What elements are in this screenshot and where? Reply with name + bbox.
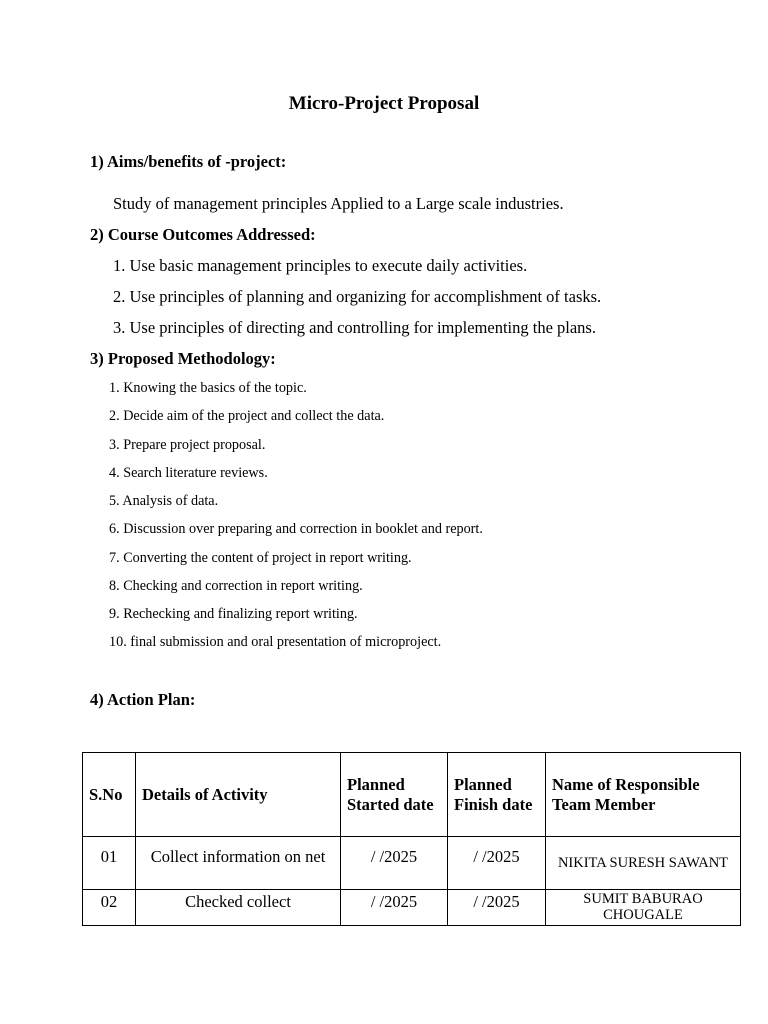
table-row — [83, 890, 741, 926]
cell-finish-date: / /2025 — [448, 837, 546, 890]
cell-sno: 01 — [83, 837, 136, 890]
cell-start-date: / /2025 — [341, 890, 448, 926]
cell-activity: Checked collect — [136, 890, 341, 926]
section-aims-heading: 1) Aims/benefits of -project: — [90, 152, 287, 171]
cell-finish-date: / /2025 — [448, 890, 546, 926]
cell-member: SUMIT BABURAO CHOUGALE — [546, 890, 741, 926]
cell-member: NIKITA SURESH SAWANT — [546, 837, 741, 890]
methodology-step: 5. Analysis of data. — [109, 493, 219, 509]
course-outcome-item: 2. Use principles of planning and organizing for accomplishment of tasks. — [113, 287, 602, 306]
methodology-step: 4. Search literature reviews. — [109, 465, 268, 481]
section-action-plan-heading: 4) Action Plan: — [90, 690, 196, 709]
cell-sno: 02 — [83, 890, 136, 926]
methodology-step: 10. final submission and oral presentation of microproject. — [109, 634, 442, 650]
action-plan-table — [82, 752, 741, 926]
table-row — [83, 837, 741, 890]
header-planned-start: Planned Started date — [341, 753, 448, 837]
methodology-step: 1. Knowing the basics of the topic. — [109, 380, 307, 396]
header-responsible-member: Name of Responsible Team Member — [546, 753, 741, 837]
methodology-step: 6. Discussion over preparing and correction in booklet and report. — [109, 521, 483, 537]
methodology-step: 3. Prepare project proposal. — [109, 437, 266, 453]
header-sno: S.No — [83, 753, 136, 837]
section-methodology-heading: 3) Proposed Methodology: — [90, 349, 276, 368]
course-outcome-item: 3. Use principles of directing and controlling for implementing the plans. — [113, 318, 596, 337]
cell-start-date: / /2025 — [341, 837, 448, 890]
aims-text: Study of management principles Applied to a Large scale industries. — [113, 194, 564, 213]
header-planned-finish: Planned Finish date — [448, 753, 546, 837]
methodology-step: 2. Decide aim of the project and collect the data. — [109, 408, 385, 424]
methodology-step: 7. Converting the content of project in report writing. — [109, 550, 412, 566]
cell-activity: Collect information on net — [136, 837, 341, 890]
header-activity: Details of Activity — [136, 753, 341, 837]
section-course-outcomes-heading: 2) Course Outcomes Addressed: — [90, 225, 316, 244]
document-title: Micro-Project Proposal — [288, 93, 480, 114]
table-header-row — [83, 753, 741, 837]
methodology-step: 9. Rechecking and finalizing report writing. — [109, 606, 358, 622]
course-outcome-item: 1. Use basic management principles to execute daily activities. — [113, 256, 528, 275]
methodology-step: 8. Checking and correction in report writing. — [109, 578, 363, 594]
